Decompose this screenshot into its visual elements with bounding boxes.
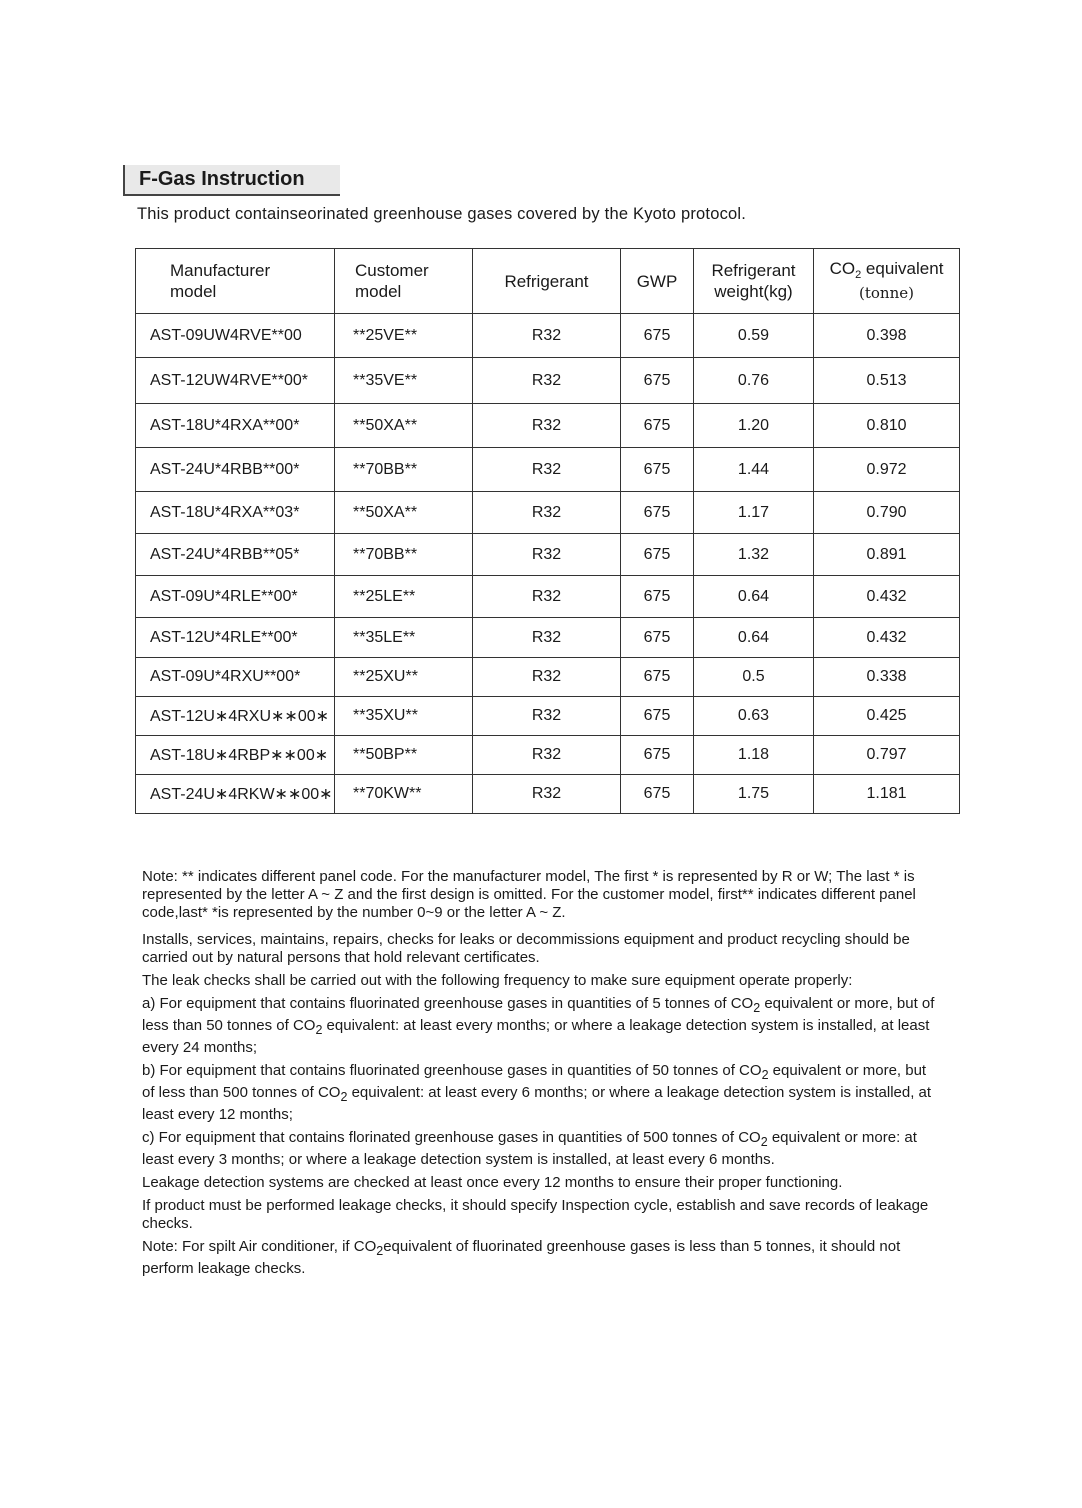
table-row <box>136 618 960 658</box>
cell-co2-equivalent: 0.338 <box>814 658 960 697</box>
cell-customer-model: **35XU** <box>335 697 473 736</box>
cell-customer-model: **25XU** <box>335 658 473 697</box>
header-co2-equivalent: $CO_2$ equivalent (tonne) <box>814 249 960 314</box>
cell-customer-model: **70BB** <box>335 448 473 492</box>
cell-refrigerant-weight: 1.18 <box>694 736 814 775</box>
cell-manufacturer-model: AST-18U∗4RBP∗∗00∗ <box>136 736 335 775</box>
cell-refrigerant: R32 <box>473 492 621 534</box>
cell-refrigerant-weight: 1.75 <box>694 775 814 814</box>
cell-gwp: 675 <box>621 775 694 814</box>
note-item-b: b) For equipment that contains fluorinated greenhouse gases in quantities of 50 tonnes of $CO_2$ equivalent or more, but of less than 500 tonnes of $CO_2$ equivalent: at least every 6 months; or where a leakage detection system is installed, at least every 12 months; <box>142 1062 932 1123</box>
cell-gwp: 675 <box>621 618 694 658</box>
cell-co2-equivalent: 0.398 <box>814 314 960 358</box>
table-row <box>136 736 960 775</box>
table-header-row <box>136 249 960 314</box>
cell-gwp: 675 <box>621 534 694 576</box>
cell-gwp: 675 <box>621 658 694 697</box>
cell-refrigerant: R32 <box>473 618 621 658</box>
cell-co2-equivalent: 0.425 <box>814 697 960 736</box>
cell-manufacturer-model: AST-12UW4RVE**00* <box>136 358 335 404</box>
note-item-a: a) For equipment that contains fluorinated greenhouse gases in quantities of 5 tonnes of $CO_2$ equivalent or more, but of less than 50 tonnes of $CO_2$ equivalent: at least every months; or where a leakage detection system is installed, at least every 24 months; <box>142 995 935 1056</box>
cell-refrigerant: R32 <box>473 404 621 448</box>
cell-customer-model: **70KW** <box>335 775 473 814</box>
cell-refrigerant: R32 <box>473 314 621 358</box>
cell-manufacturer-model: AST-24U*4RBB**00* <box>136 448 335 492</box>
cell-refrigerant: R32 <box>473 576 621 618</box>
cell-refrigerant-weight: 1.44 <box>694 448 814 492</box>
note-item-c: c) For equipment that contains florinated greenhouse gases in quantities of 500 tonnes of $CO_2$ equivalent or more: at least every 3 months; or where a leakage detection system is installed, at least every 6 months. <box>142 1129 917 1168</box>
cell-refrigerant: R32 <box>473 658 621 697</box>
cell-refrigerant-weight: 0.59 <box>694 314 814 358</box>
header-manufacturer-model: Manufacturer model <box>136 249 335 314</box>
cell-refrigerant-weight: 1.17 <box>694 492 814 534</box>
cell-manufacturer-model: AST-24U∗4RKW∗∗00∗ <box>136 775 335 814</box>
section-heading-box <box>123 165 340 196</box>
cell-customer-model: **25LE** <box>335 576 473 618</box>
cell-refrigerant: R32 <box>473 736 621 775</box>
header-refrigerant: Refrigerant <box>473 249 621 314</box>
note-leakage-systems: Leakage detection systems are checked at least once every 12 months to ensure their proper functioning. <box>142 1174 843 1191</box>
note-panel-code: Note: ** indicates different panel code. For the manufacturer model, The first * is represented by R or W; The last * is represented by the letter A ~ Z and the first design is omitted. For the customer model, first** indicates different panel code,last* *is represented by the number 0~9 or the letter A ~ Z. <box>142 868 916 921</box>
cell-gwp: 675 <box>621 314 694 358</box>
cell-gwp: 675 <box>621 492 694 534</box>
table-row <box>136 576 960 618</box>
cell-gwp: 675 <box>621 404 694 448</box>
cell-manufacturer-model: AST-09UW4RVE**00 <box>136 314 335 358</box>
cell-manufacturer-model: AST-09U*4RXU**00* <box>136 658 335 697</box>
cell-co2-equivalent: 1.181 <box>814 775 960 814</box>
cell-refrigerant: R32 <box>473 358 621 404</box>
cell-co2-equivalent: 0.810 <box>814 404 960 448</box>
note-frequency: The leak checks shall be carried out with the following frequency to make sure equipment operate properly: <box>142 972 853 989</box>
cell-manufacturer-model: AST-12U∗4RXU∗∗00∗ <box>136 697 335 736</box>
cell-manufacturer-model: AST-18U*4RXA**03* <box>136 492 335 534</box>
note-inspection-cycle: If product must be performed leakage checks, it should specify Inspection cycle, establish and save records of leakage checks. <box>142 1197 929 1232</box>
table-body <box>136 314 960 814</box>
note-installs: Installs, services, maintains, repairs, checks for leaks or decommissions equipment and product recycling should be carried out by natural persons that hold relevant certificates. <box>142 931 910 966</box>
table-row <box>136 492 960 534</box>
table-row <box>136 697 960 736</box>
intro-text: This product containseorinated greenhouse gases covered by the Kyoto protocol. <box>137 205 747 223</box>
cell-co2-equivalent: 0.432 <box>814 618 960 658</box>
cell-gwp: 675 <box>621 576 694 618</box>
cell-refrigerant: R32 <box>473 697 621 736</box>
cell-gwp: 675 <box>621 448 694 492</box>
section-heading: F-Gas Instruction <box>139 168 305 190</box>
cell-co2-equivalent: 0.891 <box>814 534 960 576</box>
cell-customer-model: **50BP** <box>335 736 473 775</box>
cell-customer-model: **35LE** <box>335 618 473 658</box>
cell-customer-model: **35VE** <box>335 358 473 404</box>
cell-gwp: 675 <box>621 358 694 404</box>
cell-refrigerant-weight: 0.5 <box>694 658 814 697</box>
cell-customer-model: **70BB** <box>335 534 473 576</box>
cell-manufacturer-model: AST-09U*4RLE**00* <box>136 576 335 618</box>
table-row <box>136 448 960 492</box>
table-row <box>136 404 960 448</box>
notes-section <box>142 868 942 1283</box>
cell-gwp: 675 <box>621 736 694 775</box>
cell-co2-equivalent: 0.972 <box>814 448 960 492</box>
header-customer-model: Customer model <box>335 249 473 314</box>
cell-manufacturer-model: AST-18U*4RXA**00* <box>136 404 335 448</box>
cell-customer-model: **50XA** <box>335 404 473 448</box>
header-gwp: GWP <box>621 249 694 314</box>
cell-refrigerant: R32 <box>473 448 621 492</box>
table-row <box>136 658 960 697</box>
cell-refrigerant-weight: 0.63 <box>694 697 814 736</box>
cell-refrigerant-weight: 0.64 <box>694 618 814 658</box>
cell-refrigerant: R32 <box>473 534 621 576</box>
cell-gwp: 675 <box>621 697 694 736</box>
fgas-table <box>135 248 960 814</box>
cell-refrigerant-weight: 1.32 <box>694 534 814 576</box>
cell-refrigerant-weight: 1.20 <box>694 404 814 448</box>
cell-customer-model: **25VE** <box>335 314 473 358</box>
note-split-ac: Note: For spilt Air conditioner, if $CO_2equivalent$ of fluorinated greenhouse gases is less than 5 tonnes, it should not perform leakage checks. <box>142 1238 901 1277</box>
header-refrigerant-weight: Refrigerant weight(kg) <box>694 249 814 314</box>
cell-customer-model: **50XA** <box>335 492 473 534</box>
cell-co2-equivalent: 0.513 <box>814 358 960 404</box>
cell-refrigerant-weight: 0.64 <box>694 576 814 618</box>
cell-manufacturer-model: AST-12U*4RLE**00* <box>136 618 335 658</box>
cell-refrigerant-weight: 0.76 <box>694 358 814 404</box>
table-row <box>136 358 960 404</box>
cell-manufacturer-model: AST-24U*4RBB**05* <box>136 534 335 576</box>
table-row <box>136 314 960 358</box>
table-row <box>136 775 960 814</box>
cell-co2-equivalent: 0.790 <box>814 492 960 534</box>
cell-co2-equivalent: 0.432 <box>814 576 960 618</box>
table-row <box>136 534 960 576</box>
cell-refrigerant: R32 <box>473 775 621 814</box>
cell-co2-equivalent: 0.797 <box>814 736 960 775</box>
